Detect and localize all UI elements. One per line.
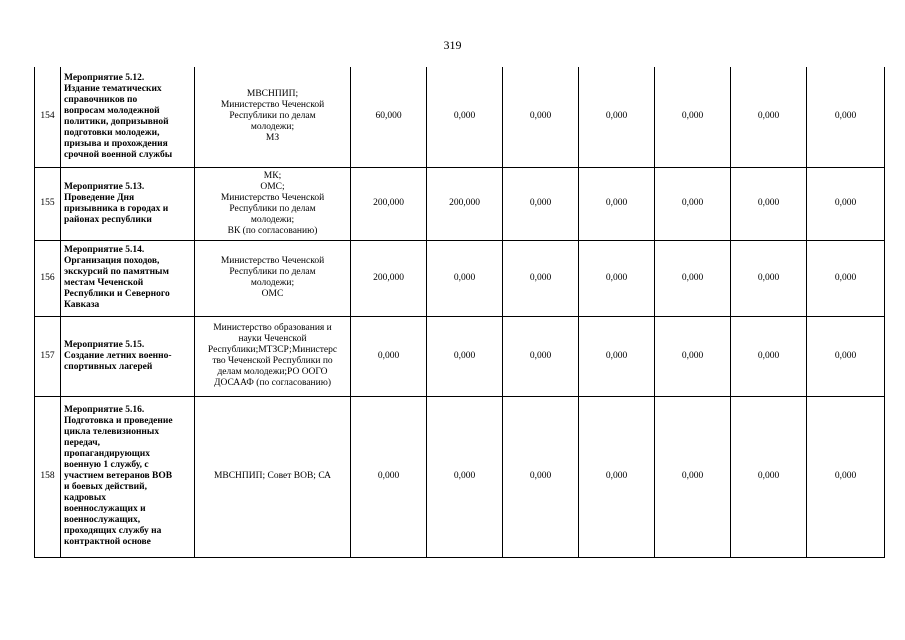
amount-cell: 0,000 [351,396,427,557]
event-text-line: военнослужащих и [64,504,146,514]
executor-text-line: МЗ [265,133,280,144]
row-number-cell: 154 [35,67,61,167]
event-text-line: Мероприятие 5.15. [64,339,145,350]
page-number: 319 [443,38,462,52]
amount-cell: 0,000 [731,316,807,396]
executor-text-line: молодежи; [250,278,295,288]
executor-cell [195,67,351,167]
amount-cell: 0,000 [655,316,731,396]
executor-text-line: Министерство Чеченской [220,100,325,111]
row-number-cell: 158 [35,396,61,557]
amount-cell: 0,000 [655,67,731,167]
amount-cell: 0,000 [427,67,503,167]
event-name-cell [61,240,195,316]
event-text-line: Издание тематических [64,83,162,94]
event-text-line: Мероприятие 5.16. [64,405,145,415]
event-name-cell [61,316,195,396]
amount-cell: 0,000 [503,167,579,240]
amount-cell: 0,000 [427,396,503,557]
event-text-line: Подготовка и проведение [64,416,173,426]
amount-cell: 200,000 [351,240,427,316]
row-number-cell: 157 [35,316,61,396]
executor-cell [195,167,351,240]
executor-text-line: Республики по делам [229,203,316,214]
event-text-line: Организация походов, [64,256,160,266]
amount-cell: 0,000 [731,67,807,167]
table-row [35,240,885,316]
executor-cell [195,240,351,316]
amount-cell: 0,000 [655,396,731,557]
executor-text-line: МВСНПИП; Совет ВОВ; СА [213,471,332,481]
row-number-cell: 156 [35,240,61,316]
executor-text-line: Республики;МТЗСР;Министерс [207,345,338,355]
event-text-line: и боевых действий, [64,482,147,492]
executor-text-line: ОМС [261,289,284,299]
amount-cell: 0,000 [579,240,655,316]
event-text-line: местам Чеченской [64,278,144,288]
event-text-line: вопросам молодежной [64,105,160,116]
amount-cell: 0,000 [579,396,655,557]
event-text-line: участием ветеранов ВОВ [64,471,173,481]
executor-text-line: ВК (по согласованию) [227,225,318,236]
event-text-line: проходящих службу на [64,526,162,536]
amount-cell: 0,000 [503,396,579,557]
event-name-cell [61,396,195,557]
event-text-line: военнослужащих, [64,515,141,525]
amount-cell: 0,000 [427,240,503,316]
event-text-line: Мероприятие 5.13. [64,181,145,192]
row-number-cell: 155 [35,167,61,240]
amount-cell: 60,000 [351,67,427,167]
event-text-line: экскурсий по памятным [64,267,169,277]
event-text-line: военную 1 службу, с [64,460,149,470]
event-text-line: призывника в городах и [64,203,169,214]
event-text-line: цикла телевизионных [64,427,160,437]
event-text-line: призыва и прохождения [64,138,168,149]
amount-cell: 0,000 [579,316,655,396]
program-events-table [34,67,885,558]
amount-cell: 0,000 [655,240,731,316]
executor-text-line: тво Чеченской Республики по [212,356,333,366]
amount-cell: 0,000 [731,240,807,316]
executor-text-line: Министерство образования и [213,323,332,333]
executor-text-line: науки Чеченской [238,334,307,344]
executor-text-line: Министерство Чеченской [220,192,325,203]
executor-cell [195,396,351,557]
event-text-line: политики, допризывной [64,116,169,127]
executor-cell [195,316,351,396]
amount-cell: 0,000 [503,67,579,167]
executor-text-line: молодежи; [250,122,295,133]
executor-text-line: молодежи; [250,214,295,225]
event-text-line: передач, [64,438,100,448]
event-name-cell [61,67,195,167]
table-row [35,67,885,167]
amount-cell: 0,000 [807,316,885,396]
amount-cell: 0,000 [655,167,731,240]
event-text-line: пропагандирующих [64,449,150,459]
event-text-line: Кавказа [64,300,100,310]
event-text-line: Мероприятие 5.14. [64,245,145,255]
amount-cell: 0,000 [731,396,807,557]
amount-cell: 0,000 [807,167,885,240]
event-text-line: контрактной основе [64,537,151,547]
event-text-line: срочной военной службы [64,149,173,160]
event-text-line: кадровых [64,493,106,503]
event-text-line: справочников по [64,94,138,105]
event-text-line: спортивных лагерей [64,361,153,372]
executor-text-line: МВСНПИП; [246,89,299,100]
event-text-line: районах республики [64,214,152,225]
executor-text-line: МК; [263,170,282,181]
executor-text-line: Министерство Чеченской [220,256,325,266]
amount-cell: 200,000 [427,167,503,240]
amount-cell: 200,000 [351,167,427,240]
amount-cell: 0,000 [351,316,427,396]
event-text-line: Проведение Дня [64,192,135,203]
event-text-line: Мероприятие 5.12. [64,72,145,83]
executor-text-line: Республики по делам [229,267,316,277]
event-text-line: Создание летних военно- [64,350,172,361]
amount-cell: 0,000 [807,240,885,316]
executor-text-line: ДОСААФ (по согласованию) [213,378,331,388]
executor-text-line: Республики по делам [229,111,316,122]
table-row [35,316,885,396]
event-text-line: подготовки молодежи, [64,127,160,138]
event-text-line: Республики и Северного [64,289,170,299]
event-name-cell [61,167,195,240]
amount-cell: 0,000 [807,67,885,167]
table-row [35,167,885,240]
amount-cell: 0,000 [503,240,579,316]
amount-cell: 0,000 [731,167,807,240]
table-row [35,396,885,557]
executor-text-line: ОМС; [260,181,285,192]
amount-cell: 0,000 [503,316,579,396]
executor-text-line: делам молодежи;РО ООГО [217,367,328,377]
amount-cell: 0,000 [579,67,655,167]
amount-cell: 0,000 [807,396,885,557]
amount-cell: 0,000 [579,167,655,240]
amount-cell: 0,000 [427,316,503,396]
